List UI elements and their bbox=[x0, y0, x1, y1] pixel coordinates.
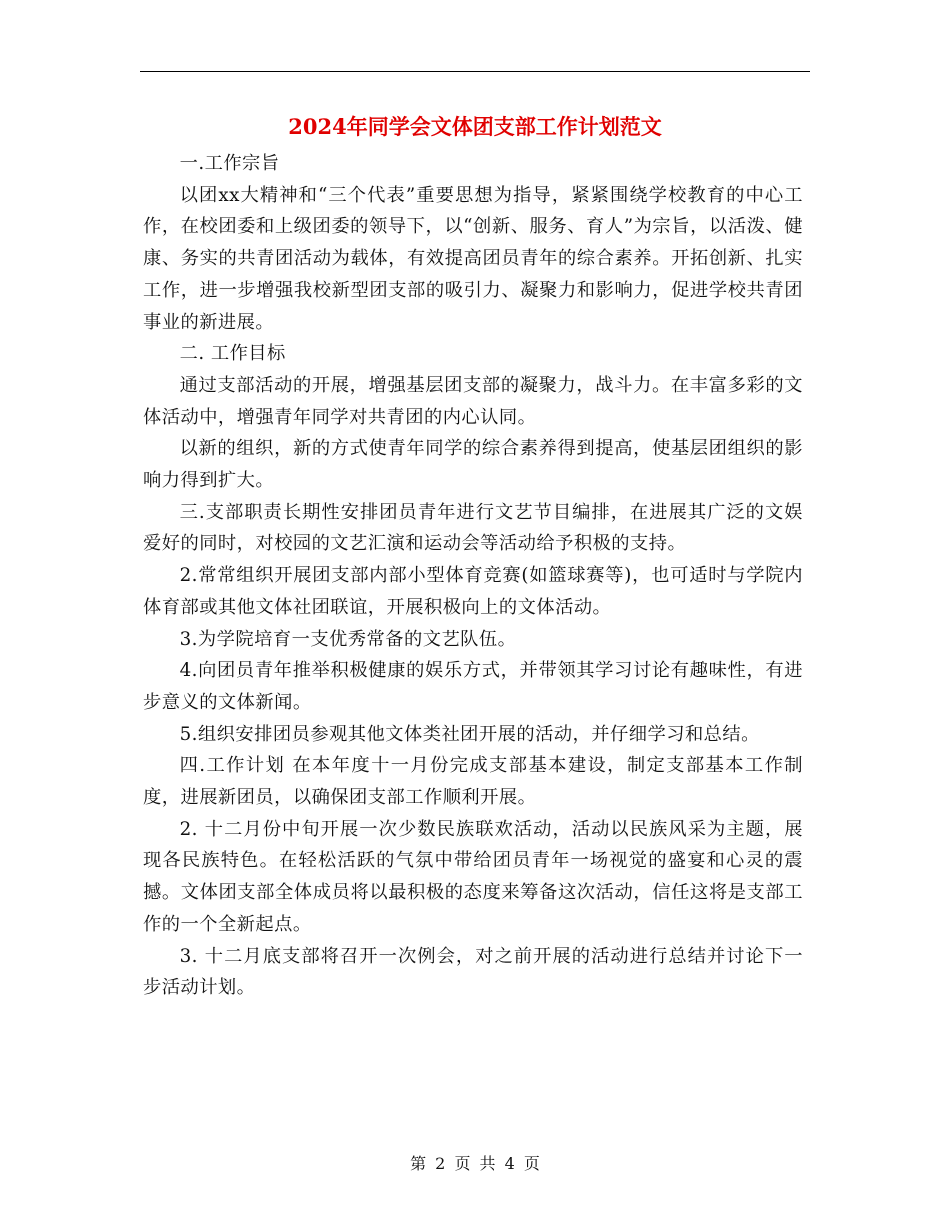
page-number-footer: 第 2 页 共 4 页 bbox=[410, 1154, 540, 1173]
header-rule bbox=[140, 71, 810, 72]
paragraph-plan-2: 2. 十二月份中旬开展一次少数民族联欢活动，活动以民族风采为主题，展现各民族特色。在轻松活跃的气氛中带给团员青年一场视觉的盛宴和心灵的震撼。文体团支部全体成员将以最积极的态度来筹备这次活动，信任这将是支部工作的一个全新起点。 bbox=[143, 818, 803, 935]
paragraph-plan-3: 3. 十二月底支部将召开一次例会，对之前开展的活动进行总结并讨论下一步活动计划。 bbox=[143, 945, 803, 999]
section-heading-purpose: 一.工作宗旨 bbox=[179, 153, 280, 174]
paragraph-duties-2: 2.常常组织开展团支部内部小型体育竞赛(如篮球赛等)，也可适时与学院内体育部或其他文体社团联谊，开展积极向上的文体活动。 bbox=[143, 565, 803, 618]
paragraph-duties-1: 三.支部职责长期性安排团员青年进行文艺节目编排，在进展其广泛的文娱爱好的同时，对校园的文艺汇演和运动会等活动给予积极的支持。 bbox=[143, 501, 803, 555]
paragraph-duties-5: 5.组织安排团员参观其他文体类社团开展的活动，并仔细学习和总结。 bbox=[179, 723, 760, 745]
section-heading-goals: 二. 工作目标 bbox=[179, 343, 286, 365]
paragraph-goals-2: 以新的组织，新的方式使青年同学的综合素养得到提高，使基层团组织的影响力得到扩大。 bbox=[143, 438, 803, 492]
document-title: 2024年同学会文体团支部工作计划范文 bbox=[288, 114, 662, 139]
paragraph-duties-3: 3.为学院培育一支优秀常备的文艺队伍。 bbox=[179, 628, 517, 650]
paragraph-goals-1: 通过支部活动的开展，增强基层团支部的凝聚力，战斗力。在丰富多彩的文体活动中，增强青年同学对共青团的内心认同。 bbox=[143, 374, 803, 428]
paragraph-plan-1: 四.工作计划 在本年度十一月份完成支部基本建设，制定支部基本工作制度，进展新团员，以确保团支部工作顺利开展。 bbox=[143, 755, 803, 809]
paragraph-duties-4: 4.向团员青年推举积极健康的娱乐方式，并带领其学习讨论有趣味性，有进步意义的文体新闻。 bbox=[143, 660, 803, 713]
paragraph-purpose: 以团xx大精神和“三个代表”重要思想为指导，紧紧围绕学校教育的中心工作，在校团委和上级团委的领导下，以“创新、服务、育人”为宗旨，以活泼、健康、务实的共青团活动为载体，有效提高团员青年的综合素养。开拓创新、扎实工作，进一步增强我校新型团支部的吸引力、凝聚力和影响力，促进学校共青团事业的新进展。 bbox=[143, 184, 803, 333]
document-body bbox=[143, 148, 803, 1004]
